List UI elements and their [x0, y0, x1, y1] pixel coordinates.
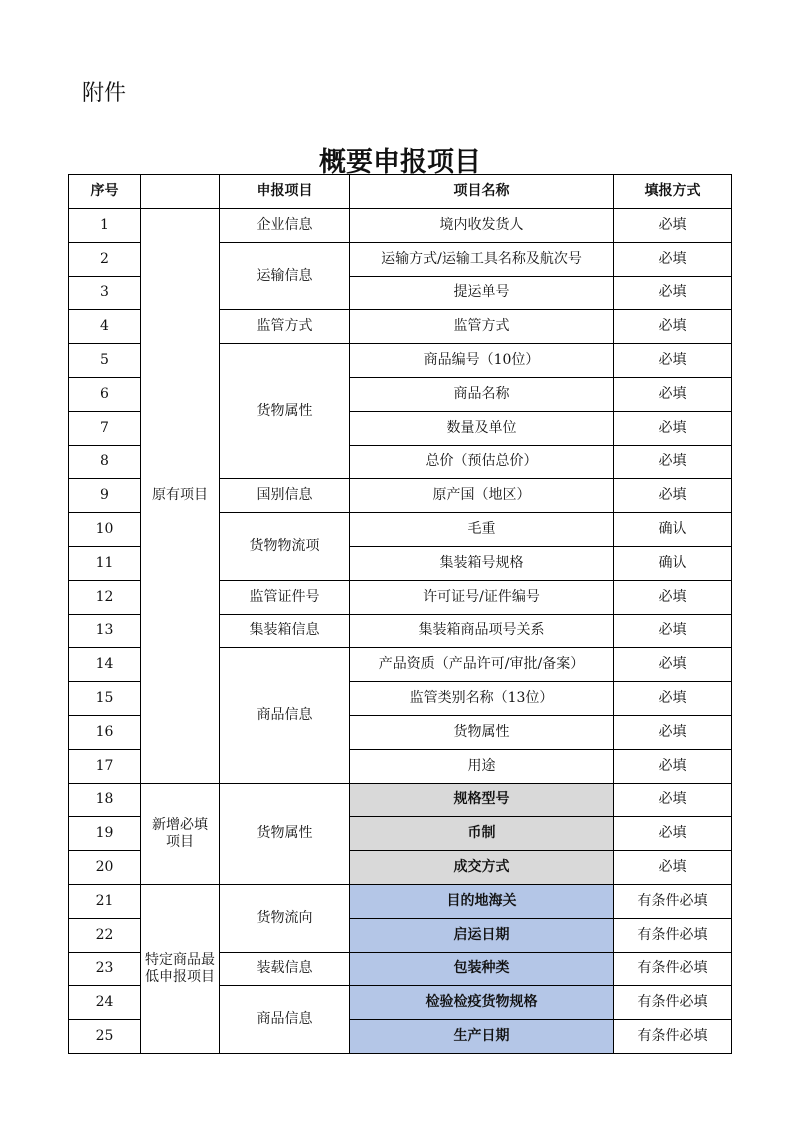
- fill-method: 必填: [614, 209, 732, 243]
- fill-method: 必填: [614, 648, 732, 682]
- fill-method: 必填: [614, 242, 732, 276]
- category-cell: 集装箱信息: [220, 614, 350, 648]
- row-no: 2: [69, 242, 141, 276]
- fill-method: 有条件必填: [614, 986, 732, 1020]
- item-name: 集装箱号规格: [350, 546, 614, 580]
- item-name: 境内收发货人: [350, 209, 614, 243]
- item-name: 启运日期: [350, 918, 614, 952]
- fill-method: 必填: [614, 310, 732, 344]
- fill-method: 必填: [614, 817, 732, 851]
- item-name: 产品资质（产品许可/审批/备案）: [350, 648, 614, 682]
- row-no: 19: [69, 817, 141, 851]
- fill-method: 有条件必填: [614, 1020, 732, 1054]
- category-cell: 货物物流项: [220, 513, 350, 581]
- row-no: 18: [69, 783, 141, 817]
- category-cell: 货物属性: [220, 344, 350, 479]
- col-header-method: 填报方式: [614, 175, 732, 209]
- fill-method: 确认: [614, 546, 732, 580]
- fill-method: 必填: [614, 411, 732, 445]
- attachment-label: 附件: [82, 81, 127, 106]
- category-cell: 国别信息: [220, 479, 350, 513]
- fill-method: 确认: [614, 513, 732, 547]
- fill-method: 必填: [614, 682, 732, 716]
- item-name: 规格型号: [350, 783, 614, 817]
- col-header-category: 申报项目: [220, 175, 350, 209]
- row-no: 25: [69, 1020, 141, 1054]
- col-header-no: 序号: [69, 175, 141, 209]
- item-name: 集装箱商品项号关系: [350, 614, 614, 648]
- item-name: 生产日期: [350, 1020, 614, 1054]
- row-no: 20: [69, 851, 141, 885]
- item-name: 提运单号: [350, 276, 614, 310]
- row-no: 12: [69, 580, 141, 614]
- row-no: 7: [69, 411, 141, 445]
- category-cell: 企业信息: [220, 209, 350, 243]
- category-cell: 货物属性: [220, 783, 350, 884]
- group-original: 原有项目: [141, 209, 220, 784]
- item-name: 毛重: [350, 513, 614, 547]
- fill-method: 必填: [614, 377, 732, 411]
- table-header-row: [69, 175, 732, 209]
- fill-method: 必填: [614, 749, 732, 783]
- row-no: 21: [69, 884, 141, 918]
- item-name: 运输方式/运输工具名称及航次号: [350, 242, 614, 276]
- category-cell: 商品信息: [220, 648, 350, 783]
- category-cell: 装载信息: [220, 952, 350, 986]
- fill-method: 有条件必填: [614, 918, 732, 952]
- item-name: 成交方式: [350, 851, 614, 885]
- category-cell: 运输信息: [220, 242, 350, 310]
- category-cell: 监管方式: [220, 310, 350, 344]
- fill-method: 必填: [614, 580, 732, 614]
- item-name: 目的地海关: [350, 884, 614, 918]
- fill-method: 必填: [614, 851, 732, 885]
- item-name: 数量及单位: [350, 411, 614, 445]
- item-name: 总价（预估总价）: [350, 445, 614, 479]
- item-name: 包装种类: [350, 952, 614, 986]
- item-name: 原产国（地区）: [350, 479, 614, 513]
- row-no: 3: [69, 276, 141, 310]
- category-cell: 监管证件号: [220, 580, 350, 614]
- group-new-required: 新增必填项目: [141, 783, 220, 884]
- row-no: 17: [69, 749, 141, 783]
- table-row: [69, 884, 732, 918]
- item-name: 检验检疫货物规格: [350, 986, 614, 1020]
- item-name: 货物属性: [350, 715, 614, 749]
- col-header-item-name: 项目名称: [350, 175, 614, 209]
- row-no: 14: [69, 648, 141, 682]
- fill-method: 必填: [614, 445, 732, 479]
- row-no: 6: [69, 377, 141, 411]
- row-no: 13: [69, 614, 141, 648]
- item-name: 监管方式: [350, 310, 614, 344]
- fill-method: 有条件必填: [614, 952, 732, 986]
- row-no: 9: [69, 479, 141, 513]
- row-no: 11: [69, 546, 141, 580]
- fill-method: 必填: [614, 344, 732, 378]
- group-special: 特定商品最低申报项目: [141, 884, 220, 1053]
- col-header-group: [141, 175, 220, 209]
- fill-method: 必填: [614, 715, 732, 749]
- row-no: 1: [69, 209, 141, 243]
- item-name: 许可证号/证件编号: [350, 580, 614, 614]
- fill-method: 必填: [614, 783, 732, 817]
- page-title: 概要申报项目: [319, 147, 481, 178]
- row-no: 24: [69, 986, 141, 1020]
- fill-method: 有条件必填: [614, 884, 732, 918]
- category-cell: 商品信息: [220, 986, 350, 1054]
- row-no: 8: [69, 445, 141, 479]
- row-no: 10: [69, 513, 141, 547]
- row-no: 22: [69, 918, 141, 952]
- row-no: 4: [69, 310, 141, 344]
- item-name: 用途: [350, 749, 614, 783]
- row-no: 23: [69, 952, 141, 986]
- item-name: 监管类别名称（13位）: [350, 682, 614, 716]
- declaration-table: [68, 174, 732, 1054]
- row-no: 16: [69, 715, 141, 749]
- item-name: 商品名称: [350, 377, 614, 411]
- fill-method: 必填: [614, 479, 732, 513]
- row-no: 5: [69, 344, 141, 378]
- row-no: 15: [69, 682, 141, 716]
- category-cell: 货物流向: [220, 884, 350, 952]
- item-name: 币制: [350, 817, 614, 851]
- table-row: [69, 783, 732, 817]
- fill-method: 必填: [614, 276, 732, 310]
- table-row: [69, 209, 732, 243]
- fill-method: 必填: [614, 614, 732, 648]
- item-name: 商品编号（10位）: [350, 344, 614, 378]
